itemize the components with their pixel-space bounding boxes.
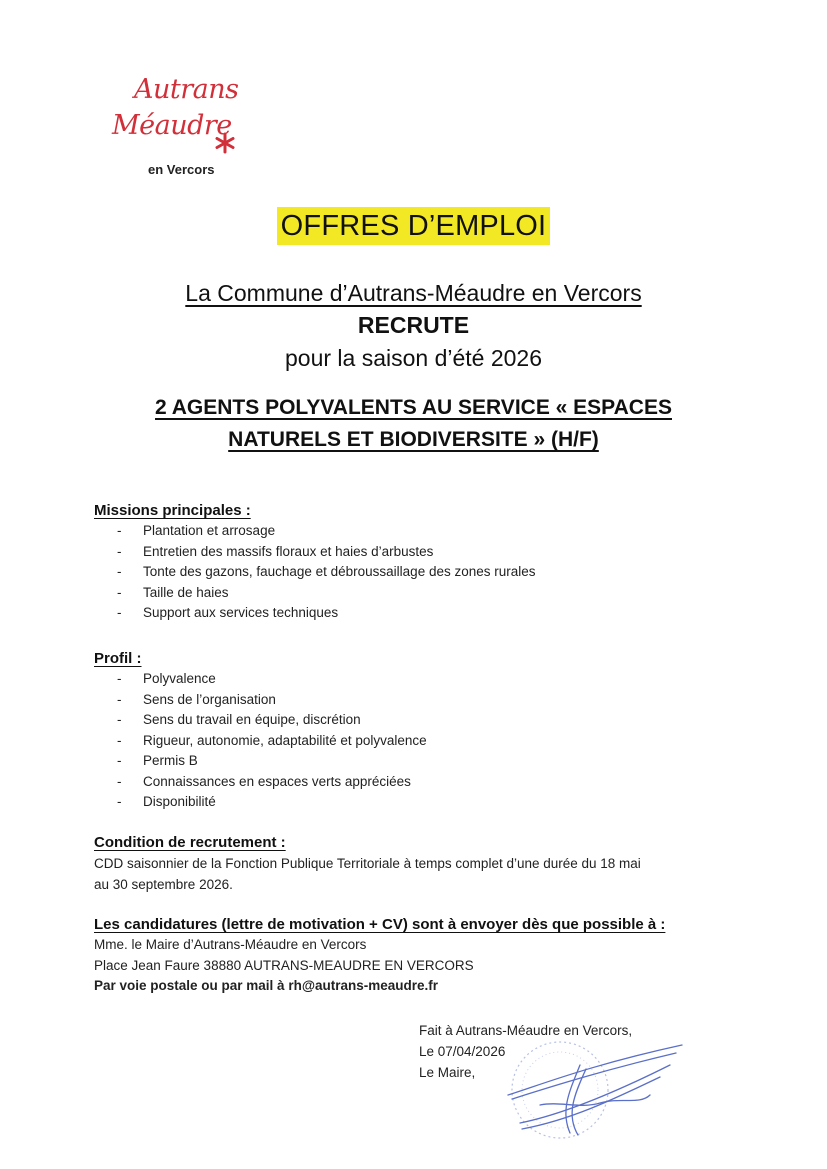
logo-text-autrans: Autrans <box>134 74 239 105</box>
position-line-1 <box>0 396 827 420</box>
position-text-2: NATURELS ET BIODIVERSITE » (H/F) <box>228 428 599 451</box>
asterisk-icon <box>214 132 236 154</box>
candidatures-heading: Les candidatures (lettre de motivation + CV) sont à envoyer dès que possible à : <box>94 916 666 933</box>
address-line-1: Mme. le Maire d’Autrans-Méaudre en Vercors <box>94 937 367 952</box>
address-line-2: Place Jean Faure 38880 AUTRANS-MEAUDRE EN VERCORS <box>94 957 474 973</box>
commune-line <box>0 280 827 307</box>
condition-heading: Condition de recrutement : <box>94 834 286 851</box>
condition-text-2: au 30 septembre 2026. <box>94 877 233 892</box>
list-item: - Polyvalence <box>94 669 734 690</box>
mayor-signature-icon <box>500 1035 690 1145</box>
condition-section <box>94 834 734 895</box>
contact-line: Par voie postale ou par mail à rh@autrans-meaudre.fr <box>94 978 439 993</box>
candidatures-section <box>94 916 734 997</box>
commune-text: La Commune d’Autrans-Méaudre en Vercors <box>185 280 642 306</box>
saison-line: pour la saison d’été 2026 <box>284 345 543 371</box>
title-row <box>0 207 827 245</box>
signature-date: Le 07/04/2026 <box>419 1044 506 1059</box>
profil-list <box>94 669 734 813</box>
missions-section <box>94 502 734 624</box>
list-item: - Sens du travail en équipe, discrétion <box>94 710 734 731</box>
list-item: - Entretien des massifs floraux et haies d’arbustes <box>94 542 734 563</box>
list-item: - Plantation et arrosage <box>94 521 734 542</box>
list-item: - Rigueur, autonomie, adaptabilité et polyvalence <box>94 731 734 752</box>
list-item: - Taille de haies <box>94 583 734 604</box>
recrute-line: RECRUTE <box>357 312 470 338</box>
list-item: - Disponibilité <box>94 792 734 813</box>
missions-heading: Missions principales : <box>94 502 251 519</box>
list-item: - Support aux services techniques <box>94 603 734 624</box>
list-item: - Tonte des gazons, fauchage et débroussaillage des zones rurales <box>94 562 734 583</box>
commune-logo <box>104 68 244 180</box>
signature-role: Le Maire, <box>419 1065 476 1080</box>
position-line-2 <box>0 428 827 452</box>
position-text-1: 2 AGENTS POLYVALENTS AU SERVICE « ESPACES <box>155 396 672 419</box>
condition-text-1: CDD saisonnier de la Fonction Publique Territoriale à temps complet d’une durée du 18 mai <box>94 856 641 871</box>
list-item: - Sens de l’organisation <box>94 690 734 711</box>
profil-section <box>94 650 734 813</box>
profil-heading: Profil : <box>94 650 142 667</box>
list-item: - Permis B <box>94 751 734 772</box>
list-item: - Connaissances en espaces verts appréciées <box>94 772 734 793</box>
logo-text-meaudre: Méaudre <box>112 110 232 141</box>
missions-list <box>94 521 734 624</box>
page-title: OFFRES D’EMPLOI <box>277 207 551 245</box>
logo-text-vercors: en Vercors <box>148 162 215 177</box>
signature-place: Fait à Autrans-Méaudre en Vercors, <box>419 1023 633 1038</box>
